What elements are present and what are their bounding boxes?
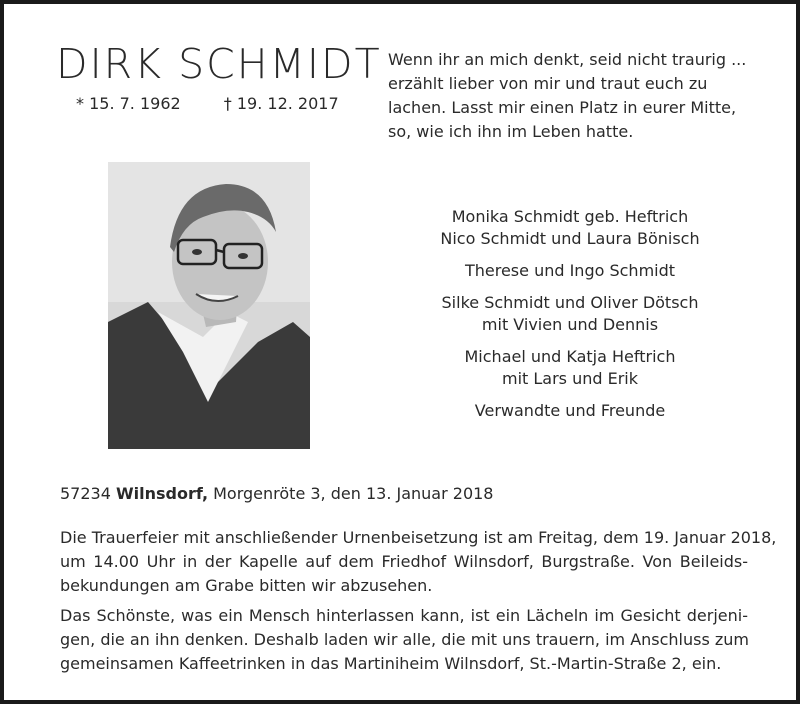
text-line: gemeinsamen Kaffeetrinken in das Martiniheim Wilnsdorf, St.-Martin-Straße 2, ein. [60,654,722,673]
life-dates [76,94,339,113]
quote-line: erzählt lieber von mir und traut euch zu [388,74,708,93]
mourner-group [420,260,720,282]
postcode: 57234 [60,484,111,503]
mourner-group [420,400,720,422]
death-date: † 19. 12. 2017 [223,94,339,113]
memorial-quote [388,48,748,144]
deceased-name: DIRK SCHMIDT [56,40,382,88]
mourner-line: mit Lars und Erik [501,369,639,388]
birth-date: * 15. 7. 1962 [76,94,181,113]
text-line: um 14.00 Uhr in der Kapelle auf dem Friedhof Wilnsdorf, Burgstraße. Von Beileids- [60,552,748,571]
mourner-line: Monika Schmidt geb. Heftrich [451,207,689,226]
quote-line: so, wie ich ihn im Leben hatte. [388,122,634,141]
mourner-group [420,206,720,250]
portrait-photo [108,162,310,449]
mourner-line: Michael und Katja Heftrich [464,347,676,366]
mourner-line: Silke Schmidt und Oliver Dötsch [441,293,699,312]
quote-line: lachen. Lasst mir einen Platz in eurer Mitte, [388,98,737,117]
mourner-group [420,292,720,336]
funeral-paragraph [60,526,777,598]
mourner-group [420,346,720,390]
text-line: gen, die an ihn denken. Deshalb laden wir alle, die mit uns trauern, im Anschluss zum [60,630,750,649]
notice-body [60,526,777,682]
mourners-list [420,206,720,432]
text-line: bekundungen am Grabe bitten wir abzusehen. [60,576,433,595]
invitation-paragraph [60,604,748,676]
town: Wilnsdorf, [116,484,209,503]
quote-line: Wenn ihr an mich denkt, seid nicht traurig ... [388,50,747,69]
text-line: Das Schönste, was ein Mensch hinterlassen kann, ist ein Lächeln im Gesicht derjeni- [60,606,748,625]
address-line [60,484,493,503]
text-line: Die Trauerfeier mit anschließender Urnenbeisetzung ist am Freitag, dem 19. Januar 2018, [60,528,777,547]
address-rest: Morgenröte 3, den 13. Januar 2018 [213,484,494,503]
mourner-line: Verwandte und Freunde [474,401,666,420]
mourner-line: Nico Schmidt und Laura Bönisch [440,229,700,248]
portrait-illustration [108,162,310,449]
mourner-line: mit Vivien und Dennis [481,315,659,334]
mourner-line: Therese und Ingo Schmidt [464,261,676,280]
